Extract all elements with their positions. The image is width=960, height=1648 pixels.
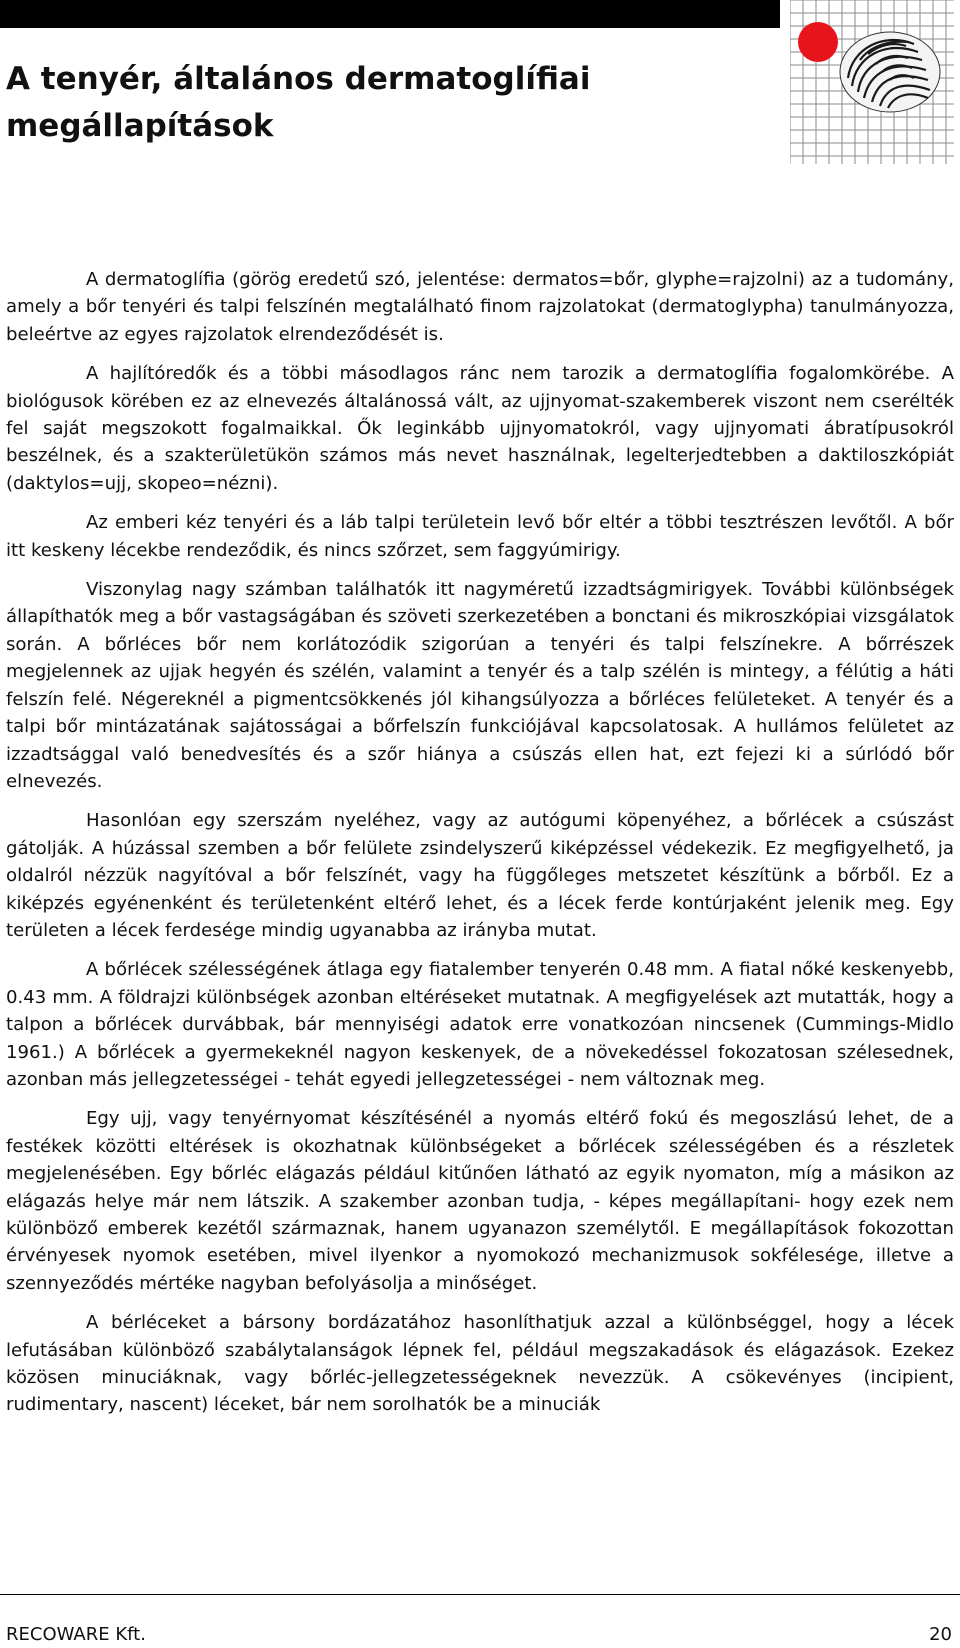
page-number: 20: [929, 1624, 952, 1645]
footer-divider: [0, 1594, 960, 1595]
header-bar: [0, 0, 780, 28]
paragraph: A bőrlécek szélességének átlaga egy fiatalember tenyerén 0.48 mm. A fiatal nőké keskenyebb, 0.43 mm. A földrajzi különbségek azonban eltéréseket mutatnak. A megfigyelések azt mutatták, hogy a talpon a bőrlécek durvábbak, bár mennyiségi adatok erre vonatkozóan nincsenek (Cummings-Midlo 1961.) A bőrlécek a gyermekeknél nagyon keskenyek, de a növekedéssel fokozatosan szélesednek, azonban más jellegzetességei - tehát egyedi jellegzetességei - nem változnak meg.: [6, 959, 954, 1090]
paragraph: Viszonylag nagy számban találhatók itt nagyméretű izzadtságmirigyek. További különbségek állapíthatók meg a bőr vastagságában és szöveti szerkezetében a bonctani és mikroszkópiai vizsgálatok során. A bőrléces bőr nem korlátozódik szigorúan a tenyéri és talpi felszínekre. A bőrrészek megjelennek az ujjak hegyén és szélén, valamint a tenyér és a talp szélén is mintegy, a félútig a háti felszín felé. Négereknél a pigmentcsökkenés jól kihangsúlyozza a bőrléces felületeket. A tenyér és a talpi bőr mintázatának sajátosságai a bőrfelszín funkciójával kapcsolatosak. A hullámos felületet az izzadtsággal való benedvesítés és a szőr hiánya a csúszás ellen hat, ezt fejezi ki a súrlódó bőr elnevezés.: [6, 579, 954, 792]
paragraph: Hasonlóan egy szerszám nyeléhez, vagy az autógumi köpenyéhez, a bőrlécek a csúszást gátolják. A húzással szemben a bőr felülete zsindelyszerű kiképzéssel védekezik. Ez megfigyelhető, ja oldalról nézzük nagyítóval a bőr felszínét, vagy ha függőleges metszetet készítünk a bőrből. Ez a kiképzés egyénenként és területenként eltérő lehet, és a lécek ferde kontúrjaként jelenik meg. Egy területen a lécek ferdesége mindig ugyanabba az irányba mutat.: [6, 810, 954, 941]
page-title: A tenyér, általános dermatoglífiai megállapítások: [6, 61, 591, 144]
article-body: [6, 266, 954, 1419]
paragraph: Az emberi kéz tenyéri és a láb talpi területein levő bőr eltér a többi tesztrészen levőtől. A bőr itt keskeny lécekbe rendeződik, és nincs szőrzet, sem faggyúmirigy.: [6, 512, 954, 561]
paragraph: A bérléceket a bársony bordázatához hasonlíthatjuk azzal a különbséggel, hogy a lécek lefutásában különböző szabálytalanságok lépnek fel, például megszakadások és elágazások. Ezekez közösen minuciáknak, vagy bőrléc-jellegzetességeknek nevezzük. A csökevényes (incipient, rudimentary, nascent) léceket, bár nem sorolhatók be a minuciák: [6, 1312, 954, 1416]
paragraph: A hajlítóredők és a többi másodlagos ránc nem tarozik a dermatoglífia fogalomkörébe. A biológusok körében ez az elnevezés általánossá vált, az ujjnyomat-szakemberek viszont nem cserélték fel saját megszokott fogalmaikkal. Ők leginkább ujjnyomatokról, vagy ujjnyomati ábratípusokról beszélnek, és a szakterületükön számos más nevet használnak, legelterjedtebben a daktiloszkópiát (daktylos=ujj, skopeo=nézni).: [6, 363, 954, 494]
footer-company: RECOWARE Kft.: [6, 1624, 146, 1645]
paragraph: A dermatoglífia (görög eredetű szó, jelentése: dermatos=bőr, glyphe=rajzolni) az a tudomány, amely a bőr tenyéri és talpi felszínén megtalálható finom rajzolatokat (dermatoglypha) tanulmányozza, beleértve az egyes rajzolatok elrendeződését is.: [6, 269, 954, 345]
fingerprint-grid-logo-icon: [790, 0, 954, 164]
paragraph: Egy ujj, vagy tenyérnyomat készítésénél a nyomás eltérő fokú és megoszlású lehet, de a festékek közötti eltérések is okozhatnak különbségeket a bőrlécek szélességében és a részletek megjelenésében. Egy bőrléc elágazás például kitűnően látható az egyik nyomaton, míg a másikon az elágazás helye már nem látszik. A szakember azonban tudja, - képes megállapítani- hogy ezek nem különböző emberek kezétől származnak, hanem ugyanazon személytől. E megállapítások fokozottan érvényesek nyomok esetében, mivel ilyenkor a nyomokozó mechanizmusok sokfélesége, illetve a szennyeződés mértéke nagyban befolyásolja a minőséget.: [6, 1108, 954, 1294]
